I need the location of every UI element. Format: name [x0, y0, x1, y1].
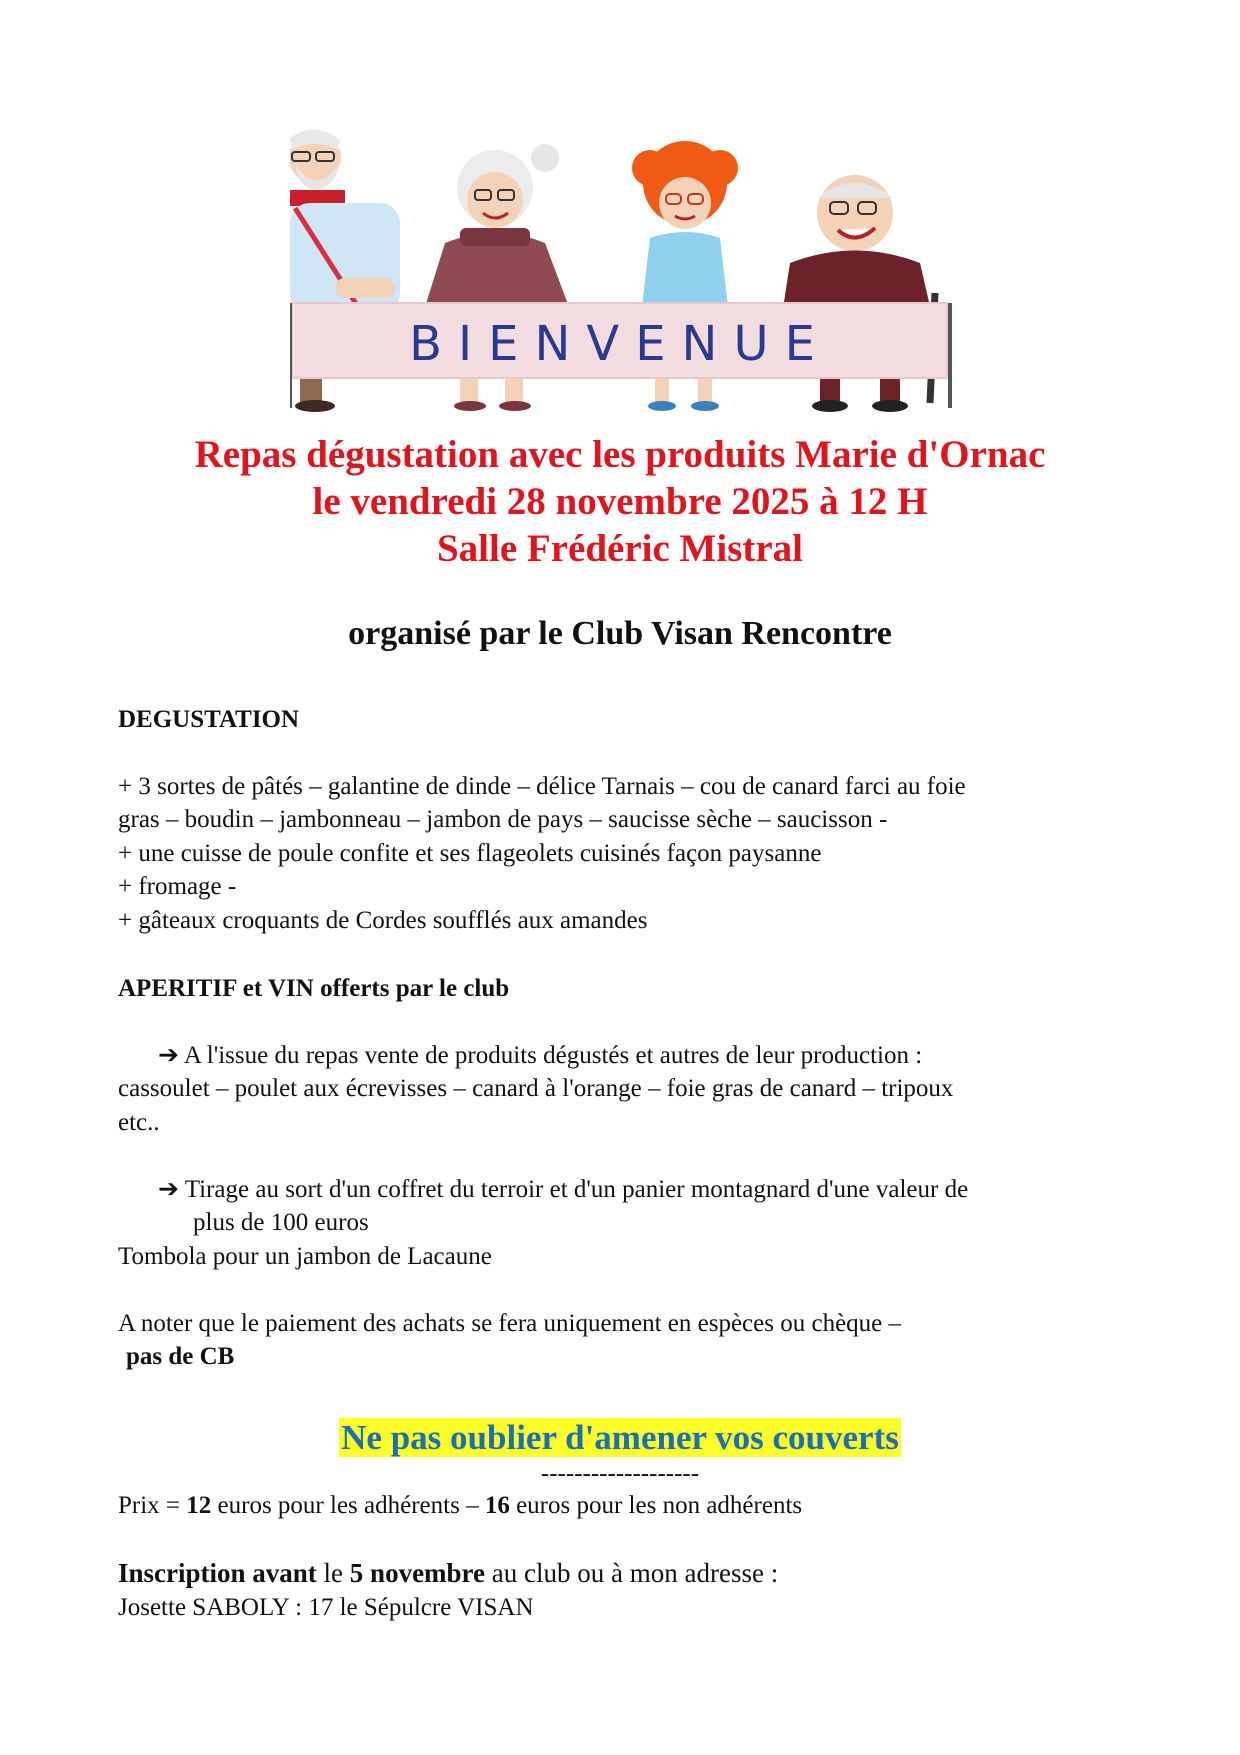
registration-text: le — [316, 1558, 350, 1588]
organizer-line: organisé par le Club Visan Rencontre — [348, 615, 892, 652]
arrow-icon: ➔ — [158, 1042, 179, 1069]
payment-no-card: pas de CB — [126, 1343, 235, 1370]
draw-line-1 — [158, 1173, 968, 1207]
separator: ------------------- — [540, 1460, 700, 1487]
menu-line: + gâteaux croquants de Cordes soufflés aux amandes — [118, 907, 648, 934]
nonmember-price-text: euros pour les non adhérents — [509, 1492, 803, 1519]
sale-text: A l'issue du repas vente de produits dégustés et autres de leur production : — [183, 1042, 923, 1069]
draw-text: Tirage au sort d'un coffret du terroir et d'un panier montagnard d'une valeur de — [184, 1176, 969, 1203]
menu-line: gras – boudin – jambonneau – jambon de pays – saucisse sèche – saucisson - — [118, 806, 888, 833]
sale-line-3: etc.. — [118, 1109, 160, 1136]
event-venue-line: Salle Frédéric Mistral — [436, 527, 804, 570]
registration-deadline: 5 novembre — [349, 1558, 486, 1588]
menu-line: + une cuisse de poule confite et ses flageolets cuisinés façon paysanne — [118, 840, 822, 867]
price-line — [118, 1489, 802, 1523]
banner-text: BIENVENUE — [409, 316, 831, 372]
member-price: 12 — [186, 1492, 212, 1519]
welcome-illustration — [290, 128, 960, 413]
nonmember-price: 16 — [484, 1492, 510, 1519]
bienvenue-banner — [290, 303, 950, 408]
registration-bold: Inscription avant — [118, 1558, 317, 1588]
reminder-banner — [0, 1418, 1240, 1458]
registration-line — [118, 1557, 778, 1591]
sale-line-1 — [158, 1039, 922, 1073]
reminder-text: Ne pas oublier d'amener vos couverts — [341, 1418, 899, 1457]
menu-line: + 3 sortes de pâtés – galantine de dinde – délice Tarnais – cou de canard farci au foie — [118, 773, 966, 800]
draw-line-2: plus de 100 euros — [193, 1209, 369, 1236]
menu-line: + fromage - — [118, 873, 237, 900]
price-prefix: Prix = — [118, 1492, 187, 1519]
degustation-heading: DEGUSTATION — [118, 706, 300, 733]
registration-text-2: au club ou à mon adresse : — [485, 1558, 779, 1588]
arrow-icon: ➔ — [158, 1176, 179, 1203]
registration-address: Josette SABOLY : 17 le Sépulcre VISAN — [118, 1594, 534, 1621]
payment-line: A noter que le paiement des achats se fera uniquement en espèces ou chèque – — [118, 1310, 902, 1337]
event-title-line1: Repas dégustation avec les produits Marie d'Ornac — [194, 433, 1046, 476]
sale-line-2: cassoulet – poulet aux écrevisses – canard à l'orange – foie gras de canard – tripoux — [118, 1075, 954, 1102]
event-date-line: le vendredi 28 novembre 2025 à 12 H — [312, 480, 928, 523]
aperitif-heading: APERITIF et VIN offerts par le club — [118, 975, 510, 1002]
tombola-line: Tombola pour un jambon de Lacaune — [118, 1243, 492, 1270]
member-price-text: euros pour les adhérents – — [211, 1492, 485, 1519]
